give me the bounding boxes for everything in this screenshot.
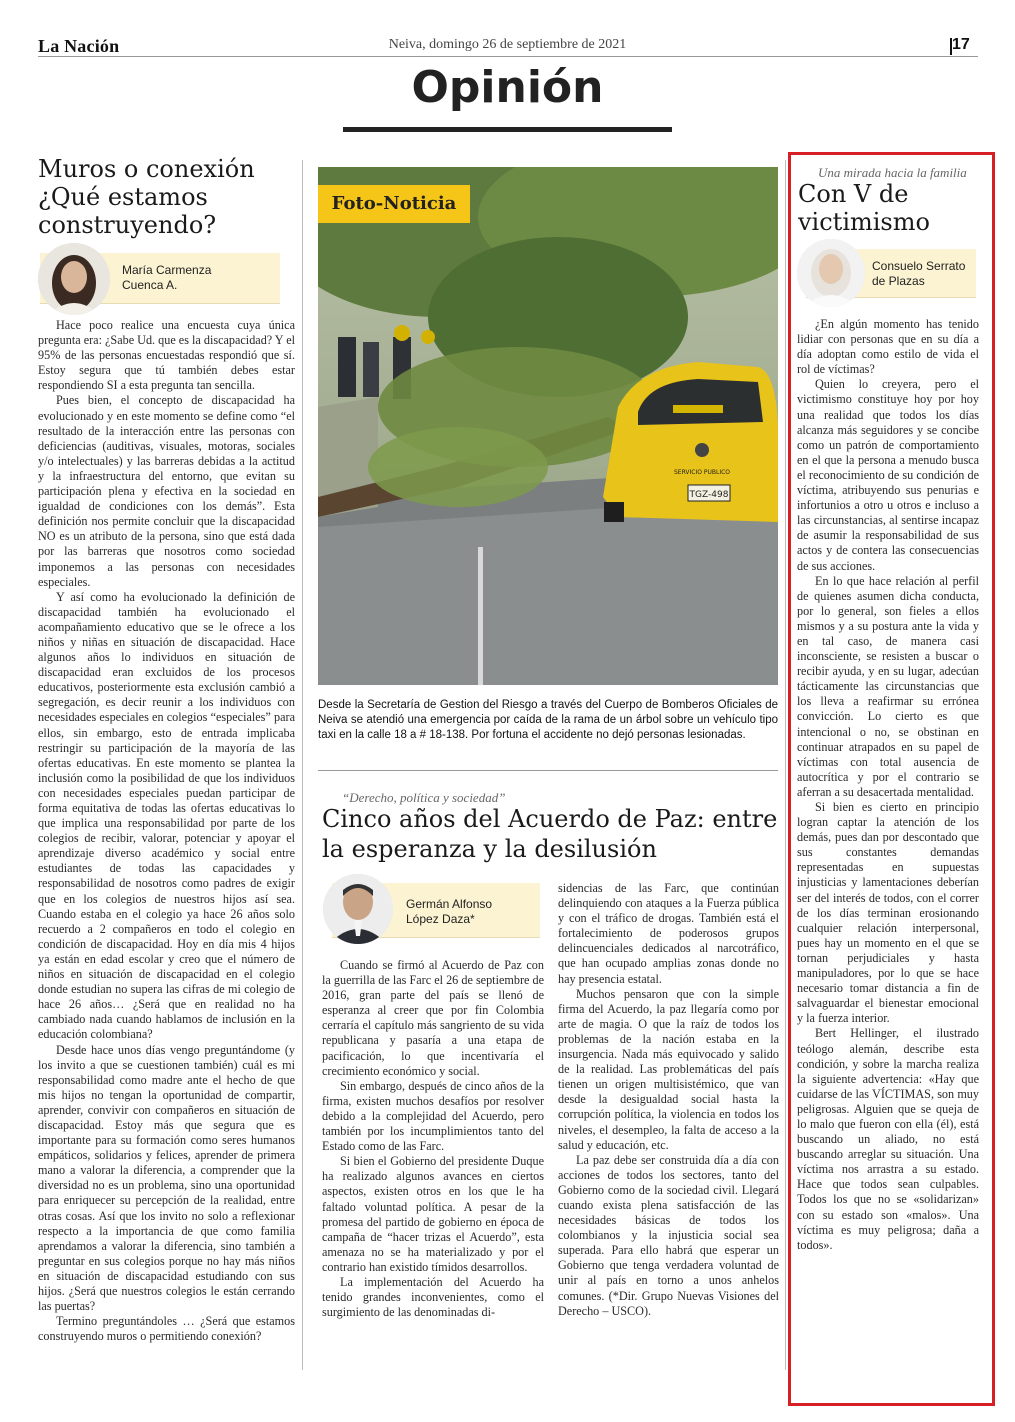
caption-divider	[318, 770, 778, 771]
paragraph: Si bien el Gobierno del presidente Duque ha realizado algunos avances en ciertos aspectos, existen otros en los que le ha faltado voluntad política. A pesar de la promesa del partido de gobierno en época de campaña de “hacer trizas el Acuerdo”, esta amenaza no se ha materializado y por el contrario han existido tímidos desarrollos.	[322, 1154, 544, 1274]
headline-line: victimismo	[798, 208, 930, 236]
photo-caption: Desde la Secretaría de Gestion del Riesgo a través del Cuerpo de Bomberos Oficiales de Neiva se atendió una emergencia por caída de la rama de un árbol sobre un vehículo tipo taxi en la calle 18 a # 18-138. Por fortuna el accidente no dejó personas lesionadas.	[318, 699, 778, 741]
article3-body	[797, 317, 979, 1253]
article1-body	[38, 318, 295, 1344]
author-name-line: Consuelo Serrato	[872, 259, 966, 273]
author-name-line: López Daza*	[406, 912, 475, 926]
paragraph: Quien lo creyera, pero el victimismo constituye hoy por hoy una realidad que todos los días alcanza más seguidores y se concibe como un patrón de comportamiento en el que la persona a menudo busca el reconocimiento de su condición de víctima, atribuyendo sus penurias e infortunios a otro u otros e incluso a las circunstancias, al sentirse incapaz de asumir la responsabilidad de sus actos y de contera las consecuencias de sus acciones.	[797, 377, 979, 573]
article2-kicker: “Derecho, política y sociedad”	[342, 790, 506, 805]
headline-line: Muros o conexión	[38, 155, 255, 183]
newspaper-logo: La Nación	[38, 36, 120, 56]
paragraph: La implementación del Acuerdo ha tenido grandes inconvenientes, como el surgimiento de las denominadas di-	[322, 1274, 544, 1320]
article2-author	[406, 897, 536, 927]
section-title: Opinión	[411, 62, 604, 113]
author-portrait-icon	[38, 243, 110, 315]
headline-line: ¿Qué estamos	[38, 183, 208, 211]
header-rule	[38, 56, 978, 57]
fallen-tree-taxi-photo	[318, 167, 778, 685]
paragraph: Termino preguntándoles … ¿Será que estamos construyendo muros o permitiendo conexión?	[38, 1314, 295, 1344]
article1-headline	[38, 155, 298, 239]
page-number: 17	[952, 36, 970, 53]
author-name-line: Germán Alfonso	[406, 897, 493, 911]
article2-body-col2	[558, 881, 779, 1319]
article2-headline	[322, 804, 782, 864]
article3-author	[872, 259, 982, 289]
article3-kicker: Una mirada hacia la familia	[818, 165, 967, 180]
paragraph: Y así como ha evolucionado la definición de discapacidad también ha evolucionado el acompañamiento educativo que se le ofrece a los niños y niñas en situación de discapacidad. Hace algunos años lo individuos en situación de discapacidad eran excluidos de los procesos educativos, posteriormente esta exclusión cambió a segregación, es decir reunir a los individuos con necesidades especiales en colegios “especiales” para ellos, sin embargo, esto de entrada implicaba restringir su participación de la mayoría de las ofertas educativas. En este momento se plantea la inclusión como la posibilidad de que los individuos con necesidades especiales puedan participar de forma equitativa de todas las ofertas educativas lo que implica una responsabilidad por parte de los colegios de recibir, valorar, potenciar y apoyar el aprendizaje diverso académico y social entre estudiantes de todas las capacidades y responsabilidad de nosotros como padres de exigir que en los colegios de nuestros hijos así sea. Cuando estaba en el colegio ya hace 26 años solo recuerdo a 2 compañeros en todo el colegio en condición de discapacidad. Hoy en día mis 4 hijos ya están en edad escolar y creo que el número de niños en situación de discapacidad en el colegio donde estudian no supera las cifras de mi colegio de hace 26 años… ¿Será que en realidad no ha cambiado nada cuando hablamos de inclusión en la educación colombiana?	[38, 589, 295, 1042]
headline-line: la esperanza y la desilusión	[322, 835, 657, 863]
paragraph: Hace poco realice una encuesta cuya única pregunta era: ¿Sabe Ud. que es la discapacidad? Y el 95% de las personas encuestadas respondió que sí. Estoy segura que tú también debes estar respondiendo SI a esta pregunta tan sencilla.	[38, 318, 295, 393]
headline-line: construyendo?	[38, 211, 217, 239]
author-avatar	[323, 874, 393, 944]
paragraph: Cuando se firmó al Acuerdo de Paz con la guerrilla de las Farc el 26 de septiembre de 2016, gran parte del país se llenó de esperanza al creer que por fin Colombia cerraría el capítulo más sangriento de su vida republicana y pasaría a una etapa de pacificación, lo que incentivaría el crecimiento económico y social.	[322, 958, 544, 1078]
paragraph: Pues bien, el concepto de discapacidad ha evolucionado y en este momento se define como “el resultado de la interacción entre las personas con deficiencias (auditivas, visuales, motoras, sociales y/o intelectuales) y las barreras debidas a la actitud y la infraestructura del entorno, que evitan su participación plena y efectiva en la sociedad en igualdad de condiciones con los demás”. Esta definición nos permite concluir que la discapacidad NO es un atributo de la persona, sino que está dada por las barreras que nosotros como sociedad imponemos a las personas con necesidades especiales.	[38, 393, 295, 589]
paragraph: Muchos pensaron que con la simple firma del Acuerdo, la paz llegaría como por arte de magia. O que la raíz de todos los problemas de la nación estaba en la insurgencia. Nada más equivocado y salido de la realidad. Las problemáticas del país tienen un origen multisistémico, que van desde la desigualdad social hasta la corrupción política, la violencia en todos los niveles, el desempleo, la falta de acceso a la salud y educación, etc.	[558, 986, 779, 1152]
edition-date: Neiva, domingo 26 de septiembre de 2021	[388, 37, 627, 52]
headline-line: Cinco años del Acuerdo de Paz: entre	[322, 805, 778, 833]
paragraph: sidencias de las Farc, que continúan delinquiendo con ataques a la Fuerza pública y con el tráfico de drogas. También está el fortalecimiento de poderosos grupos delincuenciales dedicados al narcotráfico, que han ocupado amplias zonas donde no hay presencia estatal.	[558, 881, 779, 986]
paragraph: En lo que hace relación al perfil de quienes asumen dicha conducta, por lo general, son fieles a ellos mismos y a su postura ante la vida y en tal caso, de manera casi inconsciente, se resisten a buscar o recibir ayuda, y en su lugar, adecúan tácticamente las circunstancias que los lleva a reafirmar su errónea convicción. Lo cierto es que intencional o no, se obstinan en continuar atrapados en su papel de víctimas con total ausencia de autocrítica y por el contrario se aferran a su desacertada mentalidad.	[797, 573, 979, 799]
author-name-line: de Plazas	[872, 274, 925, 288]
author-portrait-icon	[797, 239, 865, 307]
section-underline	[343, 127, 672, 132]
column-divider	[302, 160, 303, 1370]
paragraph: Sin embargo, después de cinco años de la firma, existen muchos desafíos por resolver debido a la complejidad del Acuerdo, pero también por los incumplimientos tanto del Estado como de las Farc.	[322, 1078, 544, 1154]
author-avatar	[38, 243, 110, 315]
paragraph: Bert Hellinger, el ilustrado teólogo alemán, describe esta condición, y sobre la marcha realiza la siguiente advertencia: «Hay que cuidarse de las VÍCTIMAS, son muy peligrosas. Alguien que se queja de lo malo que fueron con ella (él), está buscando un aliado, no está buscando arreglar su situación. Una víctima nos arrastra a su estado. Hace que todos sean culpables. Todos los que no se «solidarizan» con su estado son «malos». Una víctima es muy peligrosa; daña a todos».	[797, 1026, 979, 1252]
paragraph: ¿En algún momento has tenido lidiar con personas que en su día a día adoptan como estilo de vida el rol de víctimas?	[797, 317, 979, 377]
license-plate: TGZ-498	[689, 490, 729, 500]
paragraph: Si bien es cierto en principio logran captar la atención de los demás, pues dan por descontado que sus constantes demandas representadas en supuestas injusticias y lamentaciones deberían ser del interés de todos, con el correr de los días terminan erosionando cualquier relación interpersonal, pues hay un momento en el que se tornan perjudiciales y hasta manipuladores, por lo que se hace necesario tomar distancia a fin de salvaguardar el bienestar emocional y la fuerza interior.	[797, 800, 979, 1026]
photo-news-badge: Foto-Noticia	[318, 185, 470, 223]
author-portrait-icon	[323, 874, 393, 944]
author-name-line: Cuenca A.	[122, 278, 178, 292]
paragraph: La paz debe ser construida día a día con acciones de todos los sectores, tanto del Gobierno como de la sociedad civil. Llegará cuando exista plena satisfacción de las necesidades básicas de todos los colombianos y la injusticia social sea superada. Para ello habrá que esperar un Gobierno que tenga verdadera voluntad de unir al país en torno a unos anhelos comunes. (*Dir. Grupo Nuevas Visiones del Derecho – USCO).	[558, 1152, 779, 1318]
taxi-sign: SERVICIO PUBLICO	[673, 469, 731, 476]
author-name-line: María Carmenza	[122, 263, 212, 277]
author-avatar	[797, 239, 865, 307]
article3-headline	[798, 180, 978, 236]
column-divider	[785, 160, 786, 1370]
headline-line: Con V de	[798, 180, 909, 208]
paragraph: Desde hace unos días vengo preguntándome (y los invito a que se cuestionen también) cuál es mi responsabilidad como madre ante el hecho de que mis hijos no tengan la oportunidad de compartir, aprender, convivir con compañeros en situación de discapacidad. Estoy más que segura que es importante para su formación como seres humanos empáticos, solidarios y felices, aprender de primera mano a valorar la diferencia, a comprender que la diversidad no es un problema, sino una oportunidad para enriquecer su percepción de la realidad, entre otras cosas. Así que los invito no solo a reflexionar respecto a la importancia de que como familia aprendamos a valorar la diferencia, sino también a preguntar en sus colegios porque no hay más niños en situación de discapacidad estudiando con sus hijos. ¿Será que nuestros colegios le están cerrando las puertas?	[38, 1042, 295, 1314]
article1-author	[122, 263, 272, 293]
news-photo	[318, 167, 778, 685]
article2-body-col1	[322, 958, 544, 1320]
